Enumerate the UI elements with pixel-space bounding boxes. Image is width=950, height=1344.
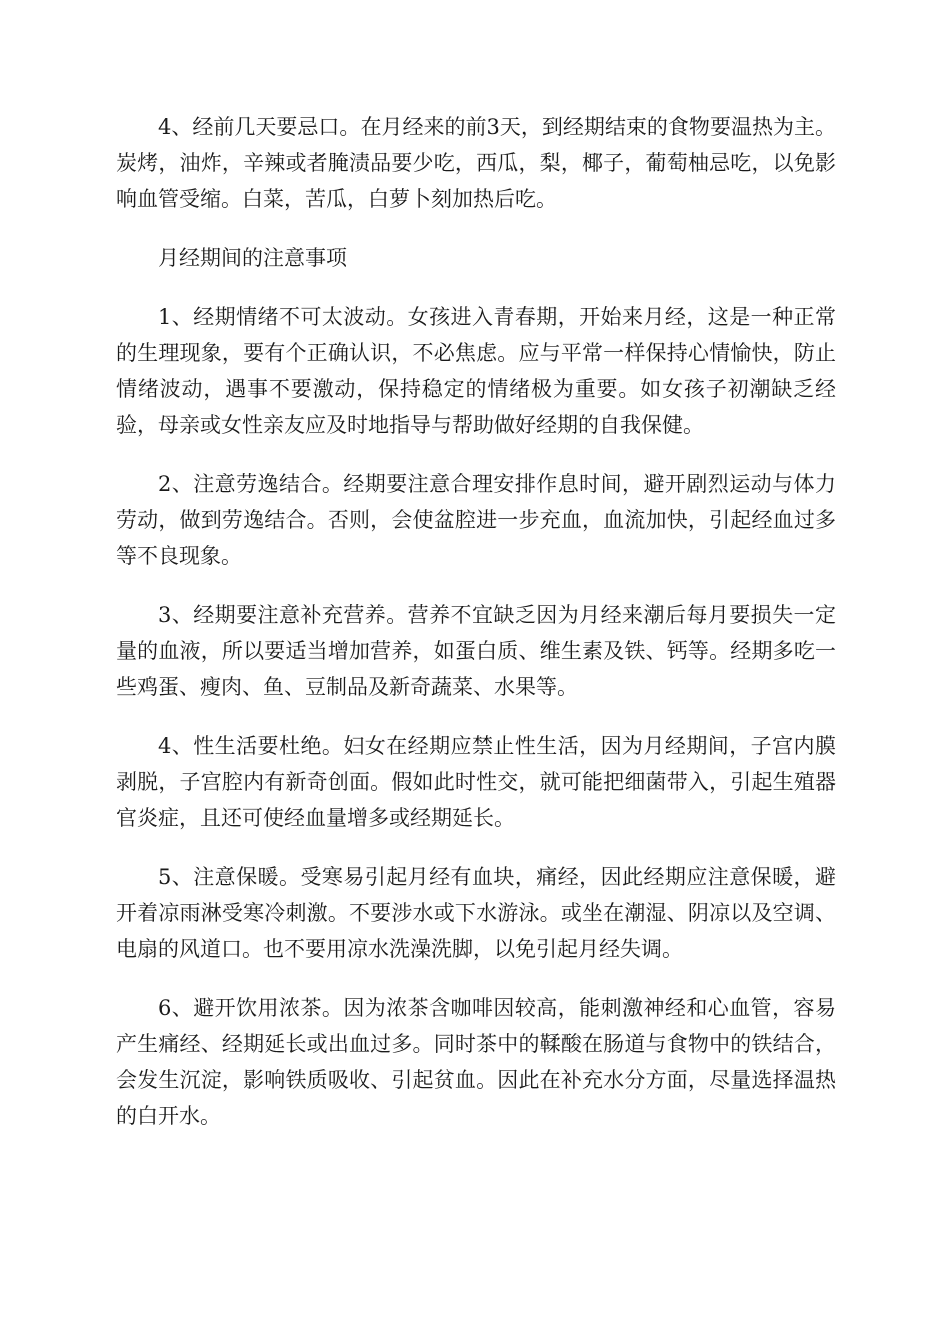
paragraph-item-6: 6、避开饮用浓茶。因为浓茶含咖啡因较高，能刺激神经和心血管，容易产生痛经、经期延长或出血过多。同时茶中的鞣酸在肠道与食物中的铁结合，会发生沉淀，影响铁质吸收、引起贫血。因此在补充水分方面，尽量选择温热的白开水。 [116,996,836,1128]
paragraph-item-2: 2、注意劳逸结合。经期要注意合理安排作息时间，避开剧烈运动与体力劳动，做到劳逸结合。否则，会使盆腔进一步充血，血流加快，引起经血过多等不良现象。 [116,472,836,568]
paragraph-item-5: 5、注意保暖。受寒易引起月经有血块，痛经，因此经期应注意保暖，避开着凉雨淋受寒冷刺激。不要涉水或下水游泳。或坐在潮湿、阴凉以及空调、电扇的风道口。也不要用凉水洗澡洗脚，以免引起月经失调。 [116,865,836,961]
section-heading: 月经期间的注意事项 [158,246,347,270]
document-body [116,109,836,1157]
paragraph-item-1: 1、经期情绪不可太波动。女孩进入青春期，开始来月经，这是一种正常的生理现象，要有个正确认识，不必焦虑。应与平常一样保持心情愉快，防止情绪波动，遇事不要激动，保持稳定的情绪极为重要。如女孩子初潮缺乏经验，母亲或女性亲友应及时地指导与帮助做好经期的自我保健。 [116,305,836,437]
paragraph-item-3: 3、经期要注意补充营养。营养不宜缺乏因为月经来潮后每月要损失一定量的血液，所以要适当增加营养，如蛋白质、维生素及铁、钙等。经期多吃一些鸡蛋、瘦肉、鱼、豆制品及新奇蔬菜、水果等。 [116,603,836,699]
paragraph-item-4: 4、性生活要杜绝。妇女在经期应禁止性生活，因为月经期间，子宫内膜剥脱，子宫腔内有新奇创面。假如此时性交，就可能把细菌带入，引起生殖器官炎症，且还可使经血量增多或经期延长。 [116,734,836,830]
paragraph-diet-tip: 4、经前几天要忌口。在月经来的前3天，到经期结束的食物要温热为主。炭烤，油炸，辛辣或者腌渍品要少吃，西瓜，梨，椰子，葡萄柚忌吃，以免影响血管受缩。白菜，苦瓜，白萝卜刻加热后吃。 [116,115,836,211]
